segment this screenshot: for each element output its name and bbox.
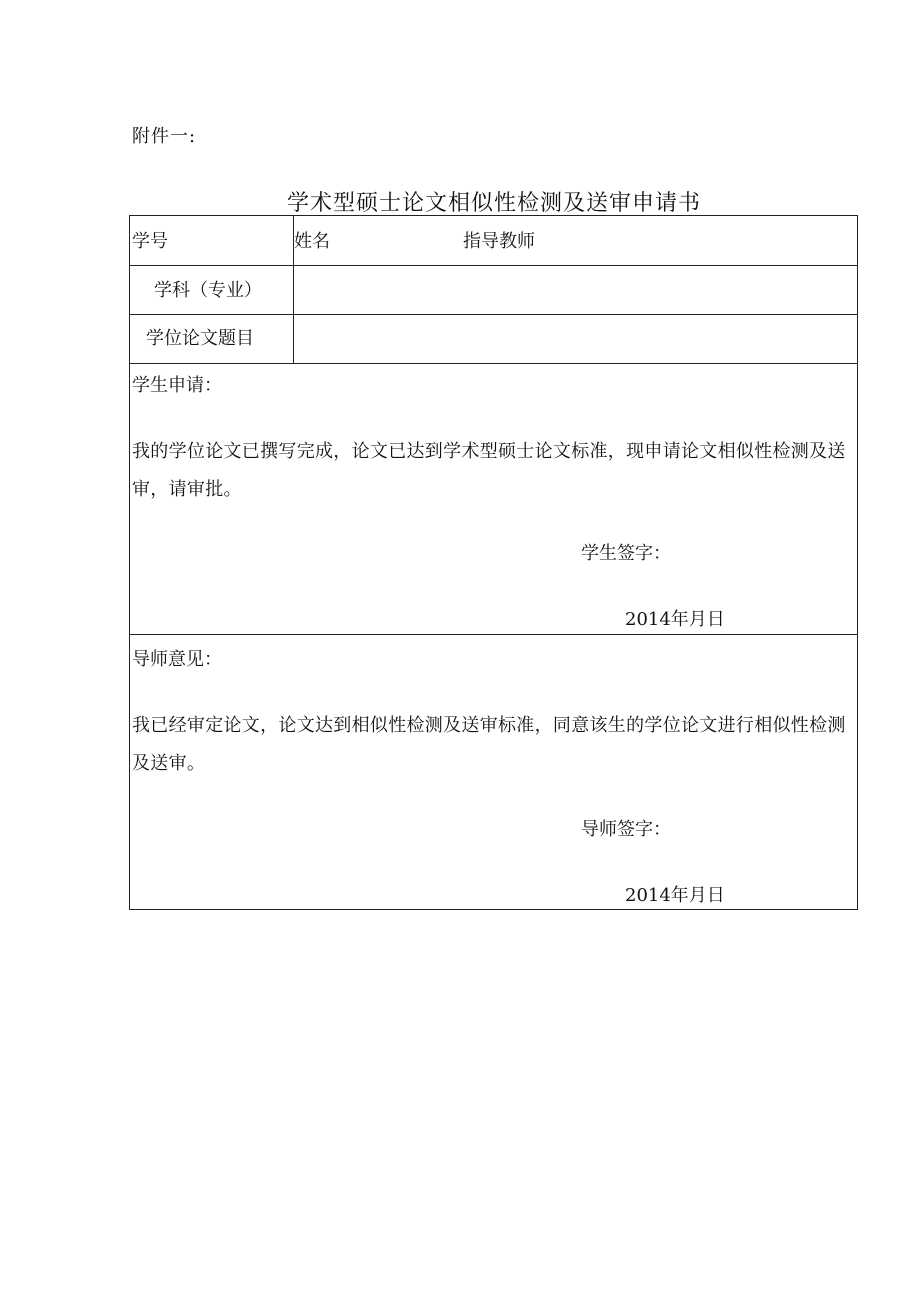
row-divider-1 — [130, 265, 857, 266]
row-divider-4 — [130, 634, 857, 635]
name-label: 姓名 — [294, 231, 330, 252]
attachment-label: 附件一: — [132, 126, 197, 147]
student-signature-label: 学生签字： — [581, 543, 671, 564]
row-divider-3 — [130, 363, 857, 364]
application-form-table — [129, 215, 858, 910]
thesis-title-label: 学位论文题目 — [146, 328, 254, 349]
student-id-label: 学号 — [132, 231, 168, 252]
form-title: 学术型硕士论文相似性检测及送审申请书 — [286, 191, 701, 216]
student-application-statement: 我的学位论文已撰写完成，论文已达到学术型硕士论文标准，现申请论文相似性检测及送审，请审批。 — [132, 441, 846, 500]
advisor-opinion-heading: 导师意见： — [132, 649, 222, 670]
advisor-date: 2014年月日 — [625, 885, 725, 906]
student-application-heading: 学生申请： — [132, 375, 222, 396]
advisor-signature-label: 导师签字： — [581, 819, 671, 840]
advisor-opinion-statement: 我已经审定论文，论文达到相似性检测及送审标准，同意该生的学位论文进行相似性检测及送审。 — [132, 715, 846, 774]
discipline-label: 学科（专业） — [154, 280, 262, 301]
advisor-label: 指导教师 — [463, 231, 535, 252]
student-date: 2014年月日 — [625, 609, 725, 630]
row-divider-2 — [130, 314, 857, 315]
